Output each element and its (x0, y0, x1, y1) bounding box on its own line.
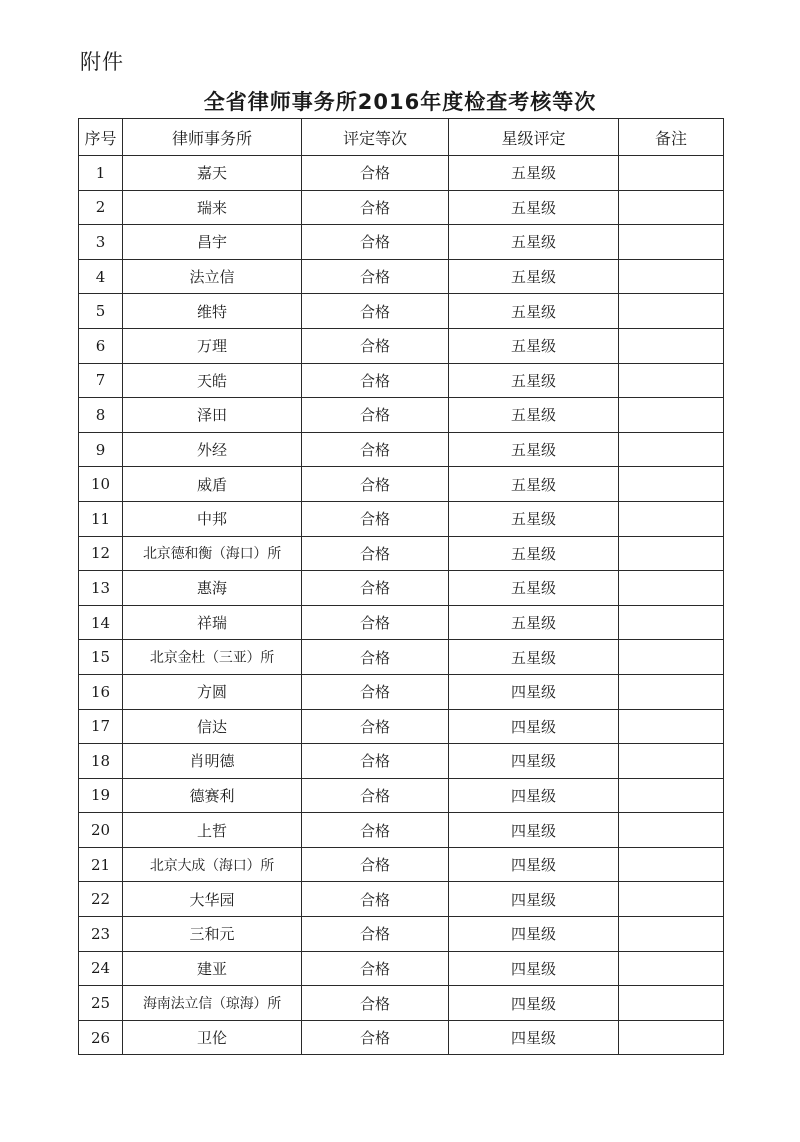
assessment-grade-cell: 合格 (302, 571, 449, 606)
remarks-cell (619, 259, 724, 294)
serial-number-cell: 25 (79, 986, 123, 1021)
remarks-cell (619, 951, 724, 986)
star-rating-cell: 四星级 (449, 813, 619, 848)
remarks-cell (619, 536, 724, 571)
law-firm-cell: 方圆 (123, 674, 302, 709)
remarks-cell (619, 328, 724, 363)
star-rating-cell: 五星级 (449, 536, 619, 571)
serial-number-cell: 20 (79, 813, 123, 848)
table-body (79, 156, 724, 1055)
remarks-cell (619, 190, 724, 225)
star-rating-cell: 四星级 (449, 951, 619, 986)
table-row (79, 882, 724, 917)
table-row (79, 432, 724, 467)
serial-number-cell: 11 (79, 501, 123, 536)
table-row (79, 398, 724, 433)
serial-number-cell: 8 (79, 398, 123, 433)
remarks-cell (619, 605, 724, 640)
table-row (79, 363, 724, 398)
remarks-cell (619, 156, 724, 191)
assessment-grade-cell: 合格 (302, 744, 449, 779)
star-rating-cell: 四星级 (449, 778, 619, 813)
assessment-grade-cell: 合格 (302, 847, 449, 882)
assessment-grade-cell: 合格 (302, 501, 449, 536)
serial-number-cell: 4 (79, 259, 123, 294)
serial-number-cell: 1 (79, 156, 123, 191)
law-firm-cell: 三和元 (123, 917, 302, 952)
star-rating-cell: 五星级 (449, 328, 619, 363)
table-row (79, 190, 724, 225)
table-row (79, 225, 724, 260)
remarks-cell (619, 501, 724, 536)
assessment-grade-cell: 合格 (302, 467, 449, 502)
assessment-grade-cell: 合格 (302, 674, 449, 709)
assessment-grade-cell: 合格 (302, 363, 449, 398)
remarks-cell (619, 363, 724, 398)
law-firm-cell: 外经 (123, 432, 302, 467)
header-serial-number: 序号 (79, 119, 123, 156)
law-firm-cell: 肖明德 (123, 744, 302, 779)
table-row (79, 640, 724, 675)
law-firm-cell: 中邦 (123, 501, 302, 536)
table-row (79, 951, 724, 986)
remarks-cell (619, 640, 724, 675)
star-rating-cell: 五星级 (449, 259, 619, 294)
table-row (79, 744, 724, 779)
serial-number-cell: 13 (79, 571, 123, 606)
remarks-cell (619, 709, 724, 744)
star-rating-cell: 五星级 (449, 294, 619, 329)
remarks-cell (619, 917, 724, 952)
assessment-grade-cell: 合格 (302, 294, 449, 329)
serial-number-cell: 12 (79, 536, 123, 571)
serial-number-cell: 19 (79, 778, 123, 813)
table-row (79, 156, 724, 191)
law-firm-cell: 上哲 (123, 813, 302, 848)
assessment-grade-cell: 合格 (302, 605, 449, 640)
attachment-label: 附件 (80, 50, 124, 74)
star-rating-cell: 五星级 (449, 432, 619, 467)
star-rating-cell: 五星级 (449, 501, 619, 536)
remarks-cell (619, 1020, 724, 1055)
assessment-grade-cell: 合格 (302, 328, 449, 363)
law-firm-cell: 天皓 (123, 363, 302, 398)
header-assessment-grade: 评定等次 (302, 119, 449, 156)
star-rating-cell: 四星级 (449, 847, 619, 882)
star-rating-cell: 五星级 (449, 225, 619, 260)
star-rating-cell: 五星级 (449, 605, 619, 640)
star-rating-cell: 四星级 (449, 986, 619, 1021)
law-firm-cell: 泽田 (123, 398, 302, 433)
law-firm-cell: 大华园 (123, 882, 302, 917)
assessment-grade-cell: 合格 (302, 882, 449, 917)
serial-number-cell: 9 (79, 432, 123, 467)
star-rating-cell: 四星级 (449, 882, 619, 917)
assessment-table (78, 118, 724, 1055)
remarks-cell (619, 398, 724, 433)
star-rating-cell: 四星级 (449, 709, 619, 744)
serial-number-cell: 17 (79, 709, 123, 744)
table-row (79, 328, 724, 363)
remarks-cell (619, 813, 724, 848)
assessment-grade-cell: 合格 (302, 432, 449, 467)
assessment-grade-cell: 合格 (302, 640, 449, 675)
assessment-grade-cell: 合格 (302, 986, 449, 1021)
serial-number-cell: 21 (79, 847, 123, 882)
serial-number-cell: 16 (79, 674, 123, 709)
law-firm-cell: 北京大成（海口）所 (123, 847, 302, 882)
law-firm-cell: 卫伦 (123, 1020, 302, 1055)
star-rating-cell: 四星级 (449, 744, 619, 779)
remarks-cell (619, 467, 724, 502)
table-row (79, 917, 724, 952)
law-firm-cell: 法立信 (123, 259, 302, 294)
star-rating-cell: 四星级 (449, 674, 619, 709)
remarks-cell (619, 778, 724, 813)
remarks-cell (619, 571, 724, 606)
assessment-grade-cell: 合格 (302, 778, 449, 813)
serial-number-cell: 5 (79, 294, 123, 329)
serial-number-cell: 3 (79, 225, 123, 260)
table-row (79, 709, 724, 744)
assessment-grade-cell: 合格 (302, 536, 449, 571)
remarks-cell (619, 674, 724, 709)
table-row (79, 259, 724, 294)
serial-number-cell: 22 (79, 882, 123, 917)
law-firm-cell: 瑞来 (123, 190, 302, 225)
table-row (79, 294, 724, 329)
star-rating-cell: 五星级 (449, 398, 619, 433)
law-firm-cell: 北京金杜（三亚）所 (123, 640, 302, 675)
table-row (79, 605, 724, 640)
law-firm-cell: 建亚 (123, 951, 302, 986)
serial-number-cell: 18 (79, 744, 123, 779)
table-row (79, 674, 724, 709)
law-firm-cell: 北京德和衡（海口）所 (123, 536, 302, 571)
document-title: 全省律师事务所2016年度检查考核等次 (203, 90, 597, 114)
table-row (79, 813, 724, 848)
serial-number-cell: 10 (79, 467, 123, 502)
assessment-grade-cell: 合格 (302, 225, 449, 260)
law-firm-cell: 昌宇 (123, 225, 302, 260)
star-rating-cell: 五星级 (449, 363, 619, 398)
assessment-grade-cell: 合格 (302, 259, 449, 294)
table-row (79, 571, 724, 606)
serial-number-cell: 14 (79, 605, 123, 640)
header-law-firm: 律师事务所 (123, 119, 302, 156)
law-firm-cell: 嘉天 (123, 156, 302, 191)
assessment-grade-cell: 合格 (302, 709, 449, 744)
remarks-cell (619, 744, 724, 779)
serial-number-cell: 15 (79, 640, 123, 675)
table-row (79, 778, 724, 813)
star-rating-cell: 四星级 (449, 917, 619, 952)
law-firm-cell: 德赛利 (123, 778, 302, 813)
table-row (79, 501, 724, 536)
assessment-grade-cell: 合格 (302, 1020, 449, 1055)
assessment-grade-cell: 合格 (302, 156, 449, 191)
law-firm-cell: 海南法立信（琼海）所 (123, 986, 302, 1021)
star-rating-cell: 四星级 (449, 1020, 619, 1055)
remarks-cell (619, 847, 724, 882)
star-rating-cell: 五星级 (449, 190, 619, 225)
remarks-cell (619, 294, 724, 329)
assessment-grade-cell: 合格 (302, 190, 449, 225)
assessment-grade-cell: 合格 (302, 917, 449, 952)
table-row (79, 986, 724, 1021)
header-star-rating: 星级评定 (449, 119, 619, 156)
remarks-cell (619, 432, 724, 467)
law-firm-cell: 祥瑞 (123, 605, 302, 640)
assessment-grade-cell: 合格 (302, 951, 449, 986)
table-header-row (79, 119, 724, 156)
law-firm-cell: 惠海 (123, 571, 302, 606)
star-rating-cell: 五星级 (449, 156, 619, 191)
law-firm-cell: 万理 (123, 328, 302, 363)
serial-number-cell: 24 (79, 951, 123, 986)
remarks-cell (619, 986, 724, 1021)
assessment-grade-cell: 合格 (302, 813, 449, 848)
star-rating-cell: 五星级 (449, 571, 619, 606)
header-remarks: 备注 (619, 119, 724, 156)
law-firm-cell: 威盾 (123, 467, 302, 502)
table-row (79, 467, 724, 502)
serial-number-cell: 2 (79, 190, 123, 225)
law-firm-cell: 信达 (123, 709, 302, 744)
star-rating-cell: 五星级 (449, 640, 619, 675)
table-row (79, 1020, 724, 1055)
remarks-cell (619, 225, 724, 260)
law-firm-cell: 维特 (123, 294, 302, 329)
remarks-cell (619, 882, 724, 917)
star-rating-cell: 五星级 (449, 467, 619, 502)
table-row (79, 847, 724, 882)
serial-number-cell: 6 (79, 328, 123, 363)
serial-number-cell: 26 (79, 1020, 123, 1055)
serial-number-cell: 23 (79, 917, 123, 952)
table-row (79, 536, 724, 571)
assessment-grade-cell: 合格 (302, 398, 449, 433)
serial-number-cell: 7 (79, 363, 123, 398)
